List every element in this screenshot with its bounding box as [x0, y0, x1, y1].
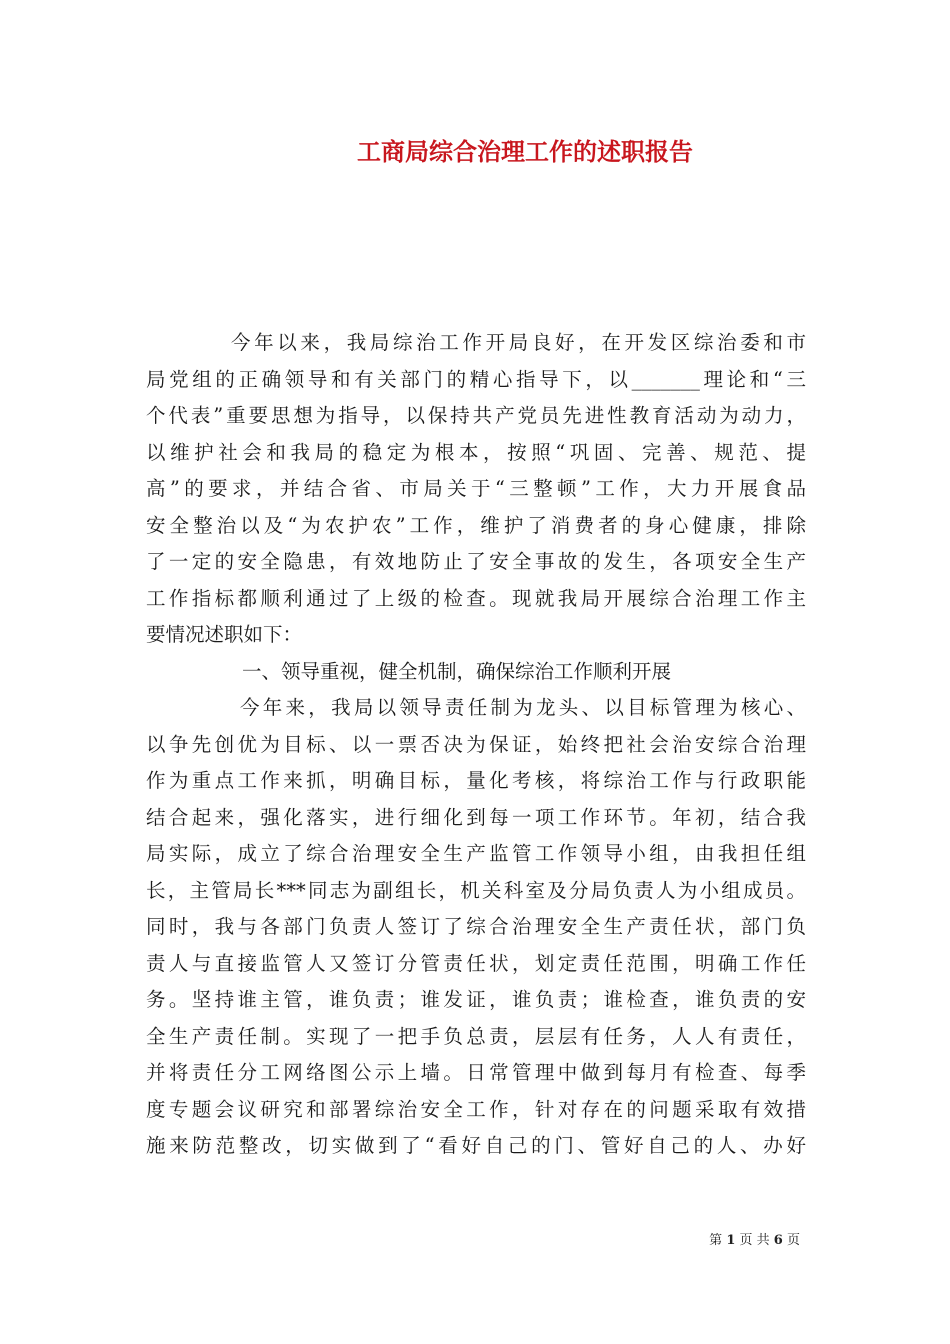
- body-line: 安全整治以及“为农护农”工作，维护了消费者的身心健康，排除: [146, 513, 806, 537]
- footer-middle: 页 共: [739, 1233, 770, 1248]
- body-line: 以维护社会和我局的稳定为根本，按照“巩固、完善、规范、提: [146, 440, 806, 464]
- document-body: [146, 325, 806, 1165]
- body-line: 个代表”重要思想为指导，以保持共产党员先进性教育活动为动力，: [146, 404, 806, 427]
- body-line: 要情况述职如下：: [146, 623, 303, 646]
- footer-suffix: 页: [786, 1233, 800, 1248]
- body-line: 度专题会议研究和部署综治安全工作，针对存在的问题采取有效措: [146, 1097, 806, 1121]
- footer-prefix: 第: [709, 1233, 723, 1248]
- total-page-number: 6: [773, 1233, 783, 1248]
- body-line: 责人与直接监管人又签订分管责任状，划定责任范围，明确工作任: [146, 951, 806, 975]
- body-line: 务。坚持谁主管，谁负责；谁发证，谁负责；谁检查，谁负责的安: [146, 988, 806, 1011]
- body-line: 以争先创优为目标、以一票否决为保证，始终把社会治安综合治理: [146, 732, 806, 756]
- document-title: 工商局综合治理工作的述职报告: [357, 137, 693, 166]
- body-line: 高”的要求，并结合省、市局关于“三整顿”工作，大力开展食品: [146, 477, 806, 500]
- body-line: 同时，我与各部门负责人签订了综合治理安全生产责任状，部门负: [146, 915, 806, 938]
- body-line: 局党组的正确领导和有关部门的精心指导下，以_______理论和“三: [146, 367, 806, 391]
- section-heading: 一、领导重视，健全机制，确保综治工作顺利开展: [242, 659, 672, 683]
- body-line: 今年以来，我局综治工作开局良好，在开发区综治委和市: [231, 331, 806, 354]
- body-line: 结合起来，强化落实，进行细化到每一项工作环节。年初，结合我: [146, 805, 806, 829]
- current-page-number: 1: [726, 1233, 736, 1248]
- body-line: 全生产责任制。实现了一把手负总责，层层有任务，人人有责任，: [146, 1024, 806, 1048]
- body-line: 局实际，成立了综合治理安全生产监管工作领导小组，由我担任组: [146, 842, 806, 865]
- body-line: 作为重点工作来抓，明确目标，量化考核，将综治工作与行政职能: [146, 769, 806, 792]
- body-line: 施来防范整改，切实做到了“看好自己的门、管好自己的人、办好: [146, 1134, 806, 1157]
- body-line: 了一定的安全隐患，有效地防止了安全事故的发生，各项安全生产: [146, 550, 806, 573]
- page-number-footer: [709, 1229, 800, 1248]
- body-line: 工作指标都顺利通过了上级的检查。现就我局开展综合治理工作主: [146, 586, 806, 610]
- body-line: 长，主管局长***同志为副组长，机关科室及分局负责人为小组成员。: [146, 878, 806, 902]
- body-line: 今年来，我局以领导责任制为龙头、以目标管理为核心、: [240, 696, 806, 719]
- body-line: 并将责任分工网络图公示上墙。日常管理中做到每月有检查、每季: [146, 1061, 806, 1084]
